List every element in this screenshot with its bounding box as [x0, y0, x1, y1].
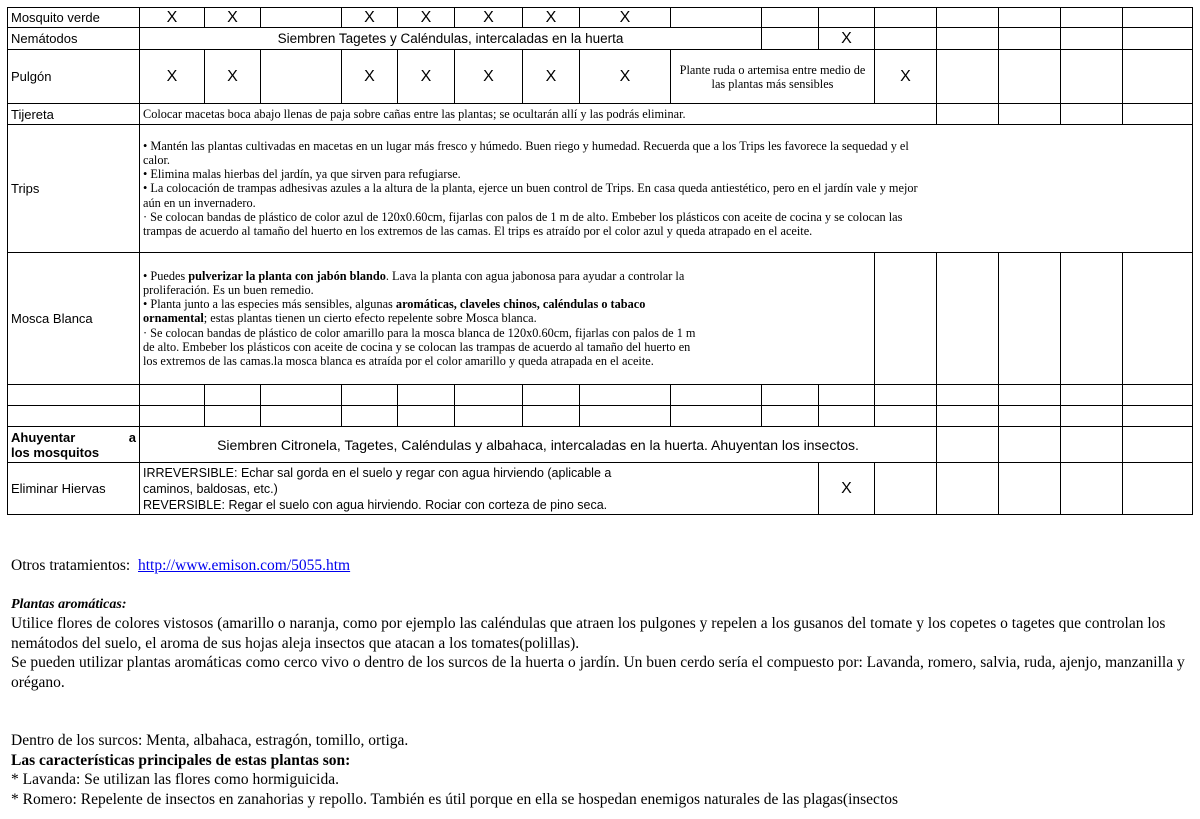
x-mark: X: [875, 50, 937, 104]
empty-cell: [999, 50, 1061, 104]
paragraph: Dentro de los surcos: Menta, albahaca, estragón, tomillo, ortiga.: [11, 732, 409, 749]
empty-cell: [1123, 427, 1193, 463]
table-row-empty: [8, 385, 1193, 406]
x-mark: X: [580, 8, 671, 28]
text-line: • Elimina malas hierbas del jardín, ya que sirven para refugiarse.: [143, 167, 461, 182]
text-line: [143, 297, 871, 311]
x-mark: X: [205, 8, 261, 28]
x-mark: X: [140, 50, 205, 104]
empty-cell: [1123, 463, 1193, 515]
list-item: * Lavanda: Se utilizan las flores como hormiguicida.: [11, 771, 339, 789]
text-run: • Puedes: [143, 268, 189, 283]
text-line: [143, 311, 871, 325]
empty-cell: [1061, 104, 1123, 125]
empty-cell: [999, 28, 1061, 50]
empty-cell: [937, 253, 999, 385]
list-item: * Romero: Repelente de insectos en zanahorias y repollo. También es útil porque en ella se hospedan enemigos naturales de las plagas(insectos: [11, 790, 899, 808]
empty-cell: [819, 8, 875, 28]
row-label: Mosca Blanca: [8, 253, 140, 385]
x-mark: X: [140, 8, 205, 28]
text-line: REVERSIBLE: Regar el suelo con agua hirviendo. Rociar con corteza de pino seca.: [143, 497, 608, 512]
empty-cell: [1123, 8, 1193, 28]
table-row-mosca-blanca: [8, 253, 1193, 385]
row-label: Nemátodos: [8, 28, 140, 50]
x-mark: X: [455, 8, 523, 28]
text-line: caminos, baldosas, etc.): [143, 481, 278, 496]
row-label: [8, 427, 140, 463]
x-mark: X: [819, 463, 875, 515]
row-label: Tijereta: [8, 104, 140, 125]
treatment-text: [140, 253, 875, 385]
pest-treatment-table: [7, 7, 1193, 515]
empty-cell: [937, 8, 999, 28]
table-row-pulgon: [8, 50, 1193, 104]
text-line: de alto. Embeber los plásticos con aceite de cocina y se colocan las trampas de acuerdo al tamaño del huerto en: [143, 339, 691, 354]
text-line: • La colocación de trampas adhesivas azules a la altura de la planta, ejerce un buen control de Trips. En casa queda antiestético, pero en el jardín vale y mejor: [143, 181, 918, 196]
table-row-empty: [8, 406, 1193, 427]
empty-cell: [1061, 253, 1123, 385]
empty-cell: [261, 8, 342, 28]
empty-cell: [937, 28, 999, 50]
otros-link[interactable]: http://www.emison.com/5055.htm: [138, 557, 351, 574]
treatment-text: [140, 463, 819, 515]
empty-cell: [762, 28, 819, 50]
text-run: . Lava la planta con agua jabonosa para ayudar a controlar la: [385, 268, 685, 283]
table-row-trips: [8, 125, 1193, 253]
empty-cell: [875, 463, 937, 515]
x-mark: X: [523, 8, 580, 28]
x-mark: X: [342, 8, 398, 28]
empty-cell: [1061, 463, 1123, 515]
table-row-eliminar-hiervas: [8, 463, 1193, 515]
table-row-nematodos: [8, 28, 1193, 50]
text-line: trampas de acuerdo al tamaño del huerto en los extremos de las camas. El trips es atraído por el color azul y queda atrapado en el aceite.: [143, 224, 813, 238]
row-label: Eliminar Hiervas: [8, 463, 140, 515]
table-row-ahuyentar: [8, 427, 1193, 463]
paragraph: Utilice flores de colores vistosos (amarillo o naranja, como por ejemplo las caléndulas que atraen los pulgones y repelen a los gusanos del tomate y los copetes o tagetes que controlan los nemátodos del suelo, el aroma de sus hojas aleja insectos que atacan a los tomates(polillas).: [11, 615, 1166, 652]
empty-cell: [999, 8, 1061, 28]
text-run: ; estas plantas tienen un cierto efecto repelente sobre Mosca blanca.: [203, 311, 537, 326]
text-line: [143, 269, 871, 283]
treatment-text: Siembren Citronela, Tagetes, Caléndulas y albahaca, intercaladas en la huerta. Ahuyentan los insectos.: [140, 427, 937, 463]
text-run: • Planta junto a las especies más sensibles, algunas: [143, 297, 396, 312]
empty-cell: [875, 8, 937, 28]
treatment-note: Plante ruda o artemisa entre medio de las plantas más sensibles: [671, 50, 875, 104]
empty-cell: [937, 463, 999, 515]
empty-cell: [1061, 8, 1123, 28]
empty-cell: [1123, 50, 1193, 104]
x-mark: X: [398, 50, 455, 104]
text-line: • Mantén las plantas cultivadas en macetas en un lugar más fresco y húmedo. Buen riego y humedad. Recuerda que a los Trips les favorece la sequedad y el: [143, 138, 909, 153]
empty-cell: [875, 253, 937, 385]
treatment-text: [140, 125, 1193, 253]
empty-cell: [937, 50, 999, 104]
x-mark: X: [398, 8, 455, 28]
empty-cell: [1123, 104, 1193, 125]
otros-tratamientos: [11, 556, 1196, 576]
bold-run: aromáticas, claveles chinos, caléndulas o tabaco: [395, 297, 646, 312]
section-title: Plantas aromáticas:: [11, 597, 127, 612]
treatment-text: Siembren Tagetes y Caléndulas, intercaladas en la huerta: [140, 28, 762, 50]
label-line: los mosquitos: [11, 444, 100, 460]
bold-run: pulverizar la planta con jabón blando: [188, 268, 386, 283]
row-label: Pulgón: [8, 50, 140, 104]
empty-cell: [762, 8, 819, 28]
text-line: IRREVERSIBLE: Echar sal gorda en el suelo y regar con agua hirviendo (aplicable a: [143, 465, 612, 480]
text-line: proliferación. Es un buen remedio.: [143, 282, 314, 297]
x-mark: X: [819, 28, 875, 50]
label-line: Ahuyentar a: [11, 429, 136, 445]
surcos-section: [11, 731, 1196, 809]
text-line: · Se colocan bandas de plástico de color azul de 120x0.60cm, fijarlas con palos de 1 m de alto. Embeber los plásticos con aceite de cocina y se colocan las: [143, 209, 903, 224]
empty-cell: [937, 104, 999, 125]
text-line: aún en un invernadero.: [143, 195, 256, 210]
empty-cell: [999, 427, 1061, 463]
empty-cell: [261, 50, 342, 104]
treatment-text: Colocar macetas boca abajo llenas de paja sobre cañas entre las plantas; se ocultarán allí y las podrás eliminar.: [140, 104, 937, 125]
otros-label: Otros tratamientos:: [11, 557, 131, 574]
empty-cell: [671, 8, 762, 28]
table-row-tijereta: [8, 104, 1193, 125]
x-mark: X: [523, 50, 580, 104]
empty-cell: [1123, 253, 1193, 385]
empty-cell: [999, 463, 1061, 515]
text-line: calor.: [143, 152, 170, 167]
table-row-mosquito-verde: [8, 8, 1193, 28]
empty-cell: [1123, 28, 1193, 50]
aromaticas-section: [11, 596, 1196, 692]
text-line: · Se colocan bandas de plástico de color amarillo para la mosca blanca de 120x0.60cm, fijarlas con palos de 1 m: [143, 325, 696, 340]
empty-cell: [875, 28, 937, 50]
empty-cell: [937, 427, 999, 463]
x-mark: X: [580, 50, 671, 104]
row-label: Mosquito verde: [8, 8, 140, 28]
section-title: Las características principales de estas plantas son:: [11, 751, 351, 769]
paragraph: Se pueden utilizar plantas aromáticas como cerco vivo o dentro de los surcos de la huerta o jardín. Un buen cerdo sería el compuesto por: Lavanda, romero, salvia, ruda, ajenjo, manzanilla y orégano.: [11, 654, 1185, 691]
empty-cell: [1061, 28, 1123, 50]
empty-cell: [1061, 50, 1123, 104]
x-mark: X: [205, 50, 261, 104]
x-mark: X: [455, 50, 523, 104]
empty-cell: [999, 104, 1061, 125]
empty-cell: [999, 253, 1061, 385]
bold-run: ornamental: [143, 311, 204, 326]
text-line: los extremos de las camas.la mosca blanca es atraída por el color amarillo y queda atrapada en el aceite.: [143, 354, 654, 368]
empty-cell: [1061, 427, 1123, 463]
x-mark: X: [342, 50, 398, 104]
row-label: Trips: [8, 125, 140, 253]
